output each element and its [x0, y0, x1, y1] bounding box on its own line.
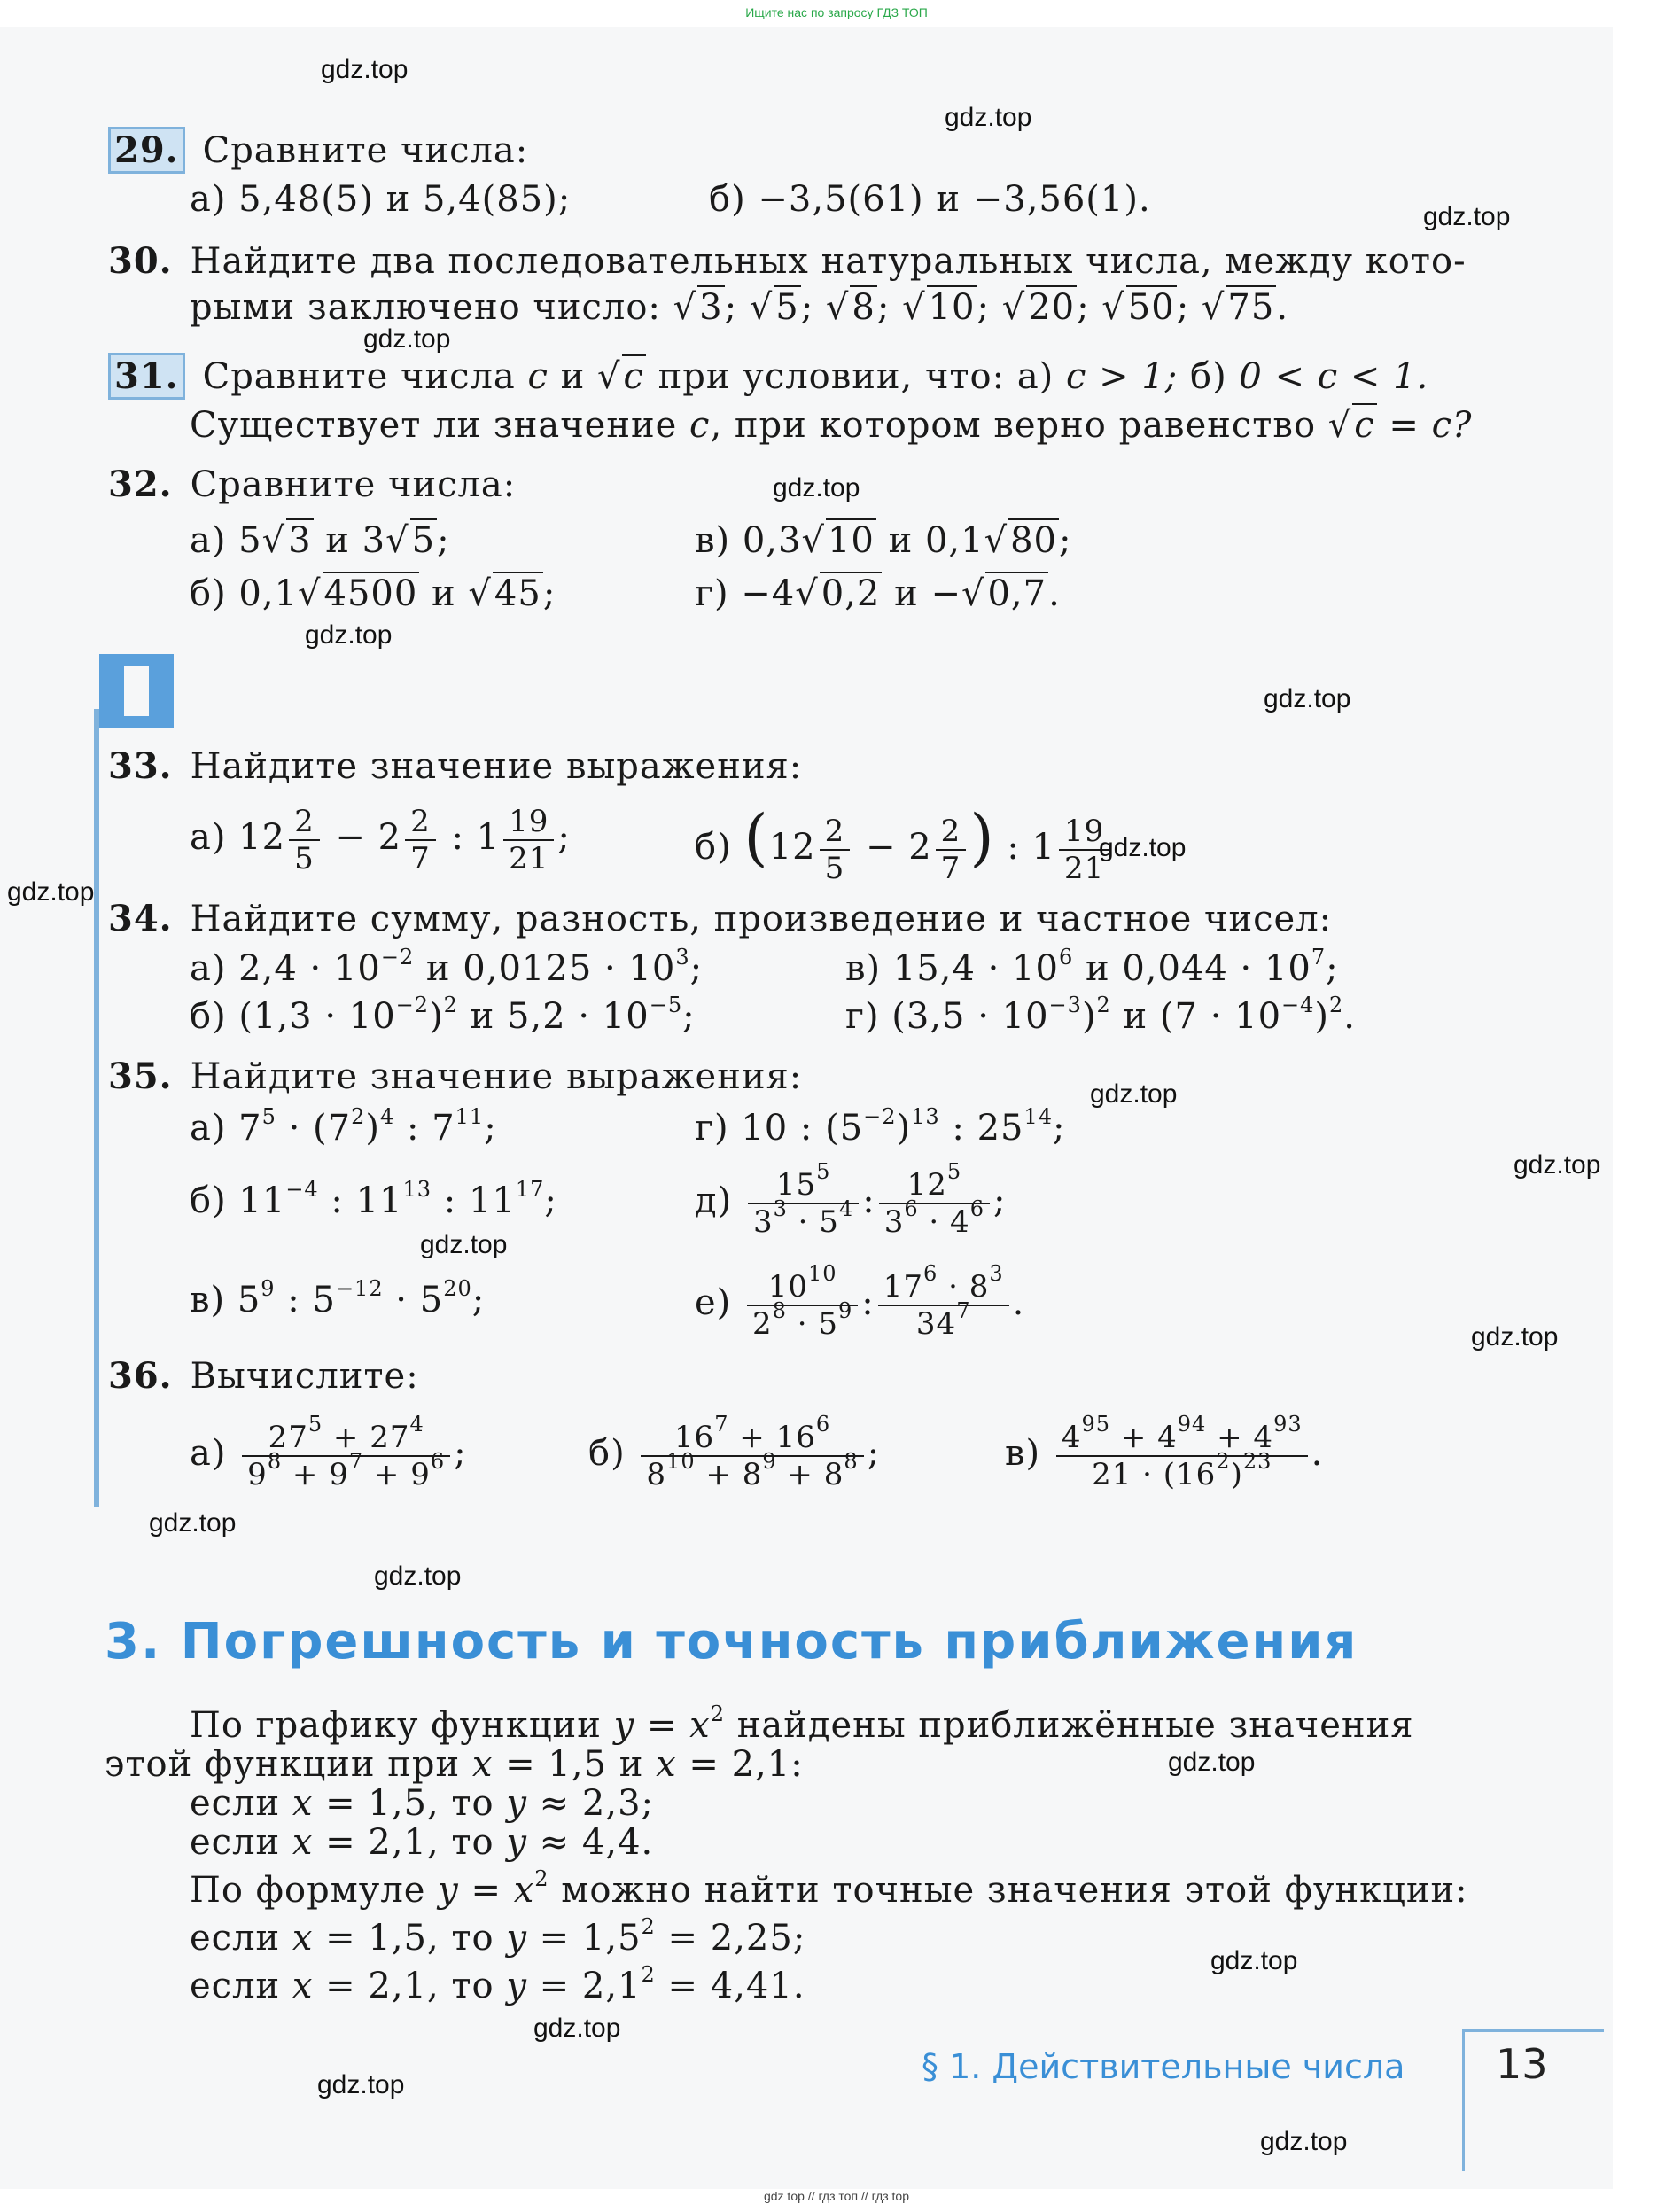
problem-35-title: 35. Найдите значение выражения: [108, 1055, 803, 1097]
problem-34-v: в) $15,4 \cdot 10^6$ и $0,044 \cdot 10^7$; [845, 945, 1339, 989]
body-line-4: если x = 2,1, то y ≈ 4,4. [190, 1822, 654, 1863]
watermark: gdz.top [420, 1230, 508, 1259]
watermark: gdz.top [1513, 1150, 1601, 1180]
problem-33-title: 33. Найдите значение выражения: [108, 745, 803, 787]
problem-32-title: 32. Сравните числа: [108, 463, 517, 505]
problem-29-number: 29. [108, 127, 185, 174]
problem-31-line2: Существует ли значение c, при котором верно равенство √c = c? [190, 405, 1473, 446]
problem-34-title: 34. Найдите сумму, разность, произведение и частное чисел: [108, 898, 1333, 939]
problem-31-line1: 31. Сравните числа c и √c при условии, что: а) c > 1; б) 0 < c < 1. [108, 354, 1428, 399]
watermark: gdz.top [321, 55, 409, 84]
problem-36-title: 36. Вычислите: [108, 1355, 419, 1397]
watermark: gdz.top [1168, 1748, 1256, 1777]
top-note: Ищите нас по запросу ГДЗ ТОП [745, 5, 928, 19]
body-line-3: если x = 1,5, то y ≈ 2,3; [190, 1783, 655, 1824]
section-title: 3. Погрешность и точность приближения [105, 1613, 1358, 1671]
watermark: gdz.top [7, 877, 95, 907]
watermark: gdz.top [1099, 833, 1187, 862]
problem-30-line2: рыми заключено число: √3; √5; √8; √10; √20; √50; √75. [190, 287, 1289, 328]
body-line-5: По формуле $y = x^2$ можно найти точные значения этой функции: [190, 1866, 1468, 1911]
watermark: gdz.top [1210, 1946, 1298, 1975]
watermark: gdz.top [1423, 202, 1511, 231]
problem-30-line1: 30. Найдите два последовательных натуральных числа, между кото- [108, 240, 1467, 282]
problem-32-a: а) 5√3 и 3√5; [190, 520, 450, 561]
problem-35-v: в) $5^9$ : $5^{-12} \cdot 5^{20}$; [190, 1276, 486, 1320]
problem-32-g: г) −4√0,2 и −√0,7. [695, 573, 1061, 614]
chapter-footer: § 1. Действительные числа [922, 2047, 1405, 2086]
sidebar-bar [94, 709, 99, 1507]
problem-36-a: а) $\frac{27^5 + 27^4}{9^8 + 9^7 + 9^6}$ ; [190, 1412, 467, 1492]
body-line-1: По графику функции $y = x^2$ найдены приближённые значения [190, 1702, 1414, 1746]
watermark: gdz.top [773, 473, 860, 502]
watermark: gdz.top [533, 2013, 621, 2043]
watermark: gdz.top [374, 1562, 462, 1591]
watermark: gdz.top [363, 324, 451, 354]
watermark: gdz.top [1264, 684, 1351, 713]
footer-divider-top [1462, 2029, 1604, 2032]
problem-36-b: б) $\frac{16^7 + 16^6}{8^{10} + 8^9 + 8^8}$ ; [588, 1412, 881, 1492]
body-line-7: если x = 2,1, то $y = 2,1^2 = 4,41$. [190, 1962, 805, 2006]
problem-34-g: г) $(3,5 \cdot 10^{-3})^2$ и $(7 \cdot 10^{-4})^2$. [845, 993, 1357, 1037]
problem-34-b: б) $(1,3 \cdot 10^{-2})^2$ и $5,2 \cdot 10^{-5}$; [190, 993, 696, 1037]
watermark: gdz.top [1471, 1322, 1559, 1351]
bottom-note: gdz top // гдз топ // гдз top [763, 2189, 910, 2203]
problem-33-a: а) 12 $\frac{2}{5}$ − 2 $\frac{2}{7}$ : 1 $\frac{19}{21}$ ; [190, 804, 571, 876]
footer-divider [1462, 2029, 1465, 2171]
watermark: gdz.top [1260, 2127, 1348, 2156]
sidebar-tab-notch [124, 666, 149, 716]
problem-35-a: а) $7^5 \cdot (7^2)^4$ : $7^{11}$; [190, 1104, 497, 1149]
problem-35-b: б) $11^{-4}$ : $11^{13}$ : $11^{17}$; [190, 1177, 557, 1221]
problem-35-g: г) 10 : $(5^{-2})^{13}$ : $25^{14}$; [695, 1104, 1066, 1149]
problem-29-b: б) −3,5(61) и −3,56(1). [709, 179, 1151, 220]
problem-29-title: 29. Сравните числа: [108, 129, 528, 173]
problem-32-b: б) 0,1√4500 и √45; [190, 573, 556, 614]
watermark: gdz.top [1090, 1079, 1178, 1109]
watermark: gdz.top [945, 103, 1032, 132]
problem-33-b: б) (12 $\frac{2}{5}$ − 2 $\frac{2}{7}$ ) : 1 $\frac{19}{21}$ [695, 798, 1113, 887]
problem-35-e: е) $\frac{10^{10}}{2^8 \cdot 5^9}$ : $\frac{17^6 \cdot 8^3}{34^7}$ . [695, 1261, 1025, 1342]
problem-34-a: а) $2,4 \cdot 10^{-2}$ и $0,0125 \cdot 10^3$; [190, 945, 704, 989]
watermark: gdz.top [305, 620, 393, 650]
page-number: 13 [1496, 2040, 1548, 2088]
problem-35-d: д) $\frac{15^5}{3^3 \cdot 5^4}$ : $\frac{12^5}{3^6 \cdot 4^6}$ ; [695, 1159, 1007, 1240]
watermark: gdz.top [149, 1508, 237, 1538]
body-line-2: этой функции при x = 1,5 и x = 2,1: [105, 1744, 804, 1785]
problem-36-v: в) $\frac{4^{95} + 4^{94} + 4^{93}}{21 \cdot (16^2)^{23}}$ . [1005, 1412, 1324, 1492]
problem-29-a: а) 5,48(5) и 5,4(85); [190, 179, 572, 220]
body-line-6: если x = 1,5, то $y = 1,5^2 = 2,25$; [190, 1914, 806, 1959]
watermark: gdz.top [317, 2070, 405, 2099]
problem-32-v: в) 0,3√10 и 0,1√80; [695, 520, 1072, 561]
